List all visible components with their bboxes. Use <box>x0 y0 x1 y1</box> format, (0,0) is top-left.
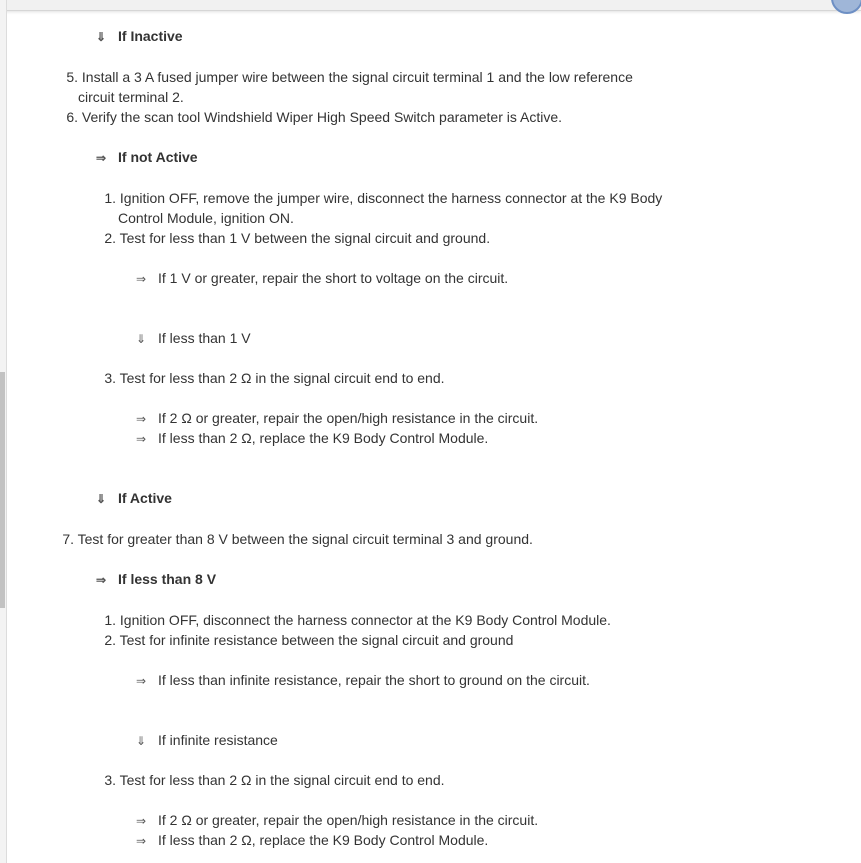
step-5: 5. Install a 3 A fused jumper wire between the signal circuit terminal 1 and the low reference <box>66 69 633 85</box>
step-7: 7. Test for greater than 8 V between the signal circuit terminal 3 and ground. <box>62 531 533 547</box>
substep-1-continued: Control Module, ignition ON. <box>118 210 294 226</box>
right-arrow-icon: ⇒ <box>136 674 147 688</box>
result-if-less-than-8v: ⇒ If less than 8 V <box>96 569 216 589</box>
right-arrow-icon: ⇒ <box>136 814 147 828</box>
scrollbar-thumb[interactable] <box>0 372 5 608</box>
substep-2: 2. Test for infinite resistance between the signal circuit and ground <box>104 632 514 648</box>
substep-1: 1. Ignition OFF, remove the jumper wire, disconnect the harness connector at the K9 Body <box>104 190 663 206</box>
right-arrow-icon: ⇒ <box>136 834 147 848</box>
right-arrow-icon: ⇒ <box>136 432 147 446</box>
substep-3: 3. Test for less than 2 Ω in the signal circuit end to end. <box>104 370 445 386</box>
result-line: ⇒ If less than 2 Ω, replace the K9 Body Control Module. <box>136 830 488 850</box>
right-arrow-icon: ⇒ <box>96 151 107 165</box>
right-arrow-icon: ⇒ <box>96 573 107 587</box>
step-6: 6. Verify the scan tool Windshield Wiper High Speed Switch parameter is Active. <box>66 109 562 125</box>
right-arrow-icon: ⇒ <box>136 272 147 286</box>
result-if-not-active: ⇒ If not Active <box>96 147 198 167</box>
result-line: ⇒ If 1 V or greater, repair the short to voltage on the circuit. <box>136 268 508 288</box>
result-line: ⇒ If less than 2 Ω, replace the K9 Body Control Module. <box>136 428 488 448</box>
left-scrollbar[interactable] <box>0 0 7 863</box>
down-arrow-icon: ⇓ <box>96 30 107 44</box>
result-line: ⇒ If 2 Ω or greater, repair the open/high resistance in the circuit. <box>136 408 538 428</box>
right-arrow-icon: ⇒ <box>136 412 147 426</box>
down-arrow-icon: ⇓ <box>96 492 107 506</box>
result-line: ⇒ If 2 Ω or greater, repair the open/high resistance in the circuit. <box>136 810 538 830</box>
substep-1: 1. Ignition OFF, disconnect the harness connector at the K9 Body Control Module. <box>104 612 611 628</box>
result-if-inactive: ⇓ If Inactive <box>96 26 183 46</box>
down-arrow-icon: ⇓ <box>136 734 147 748</box>
down-arrow-icon: ⇓ <box>136 332 147 346</box>
substep-3: 3. Test for less than 2 Ω in the signal circuit end to end. <box>104 772 445 788</box>
result-line: ⇓ If less than 1 V <box>136 328 251 348</box>
result-line: ⇒ If less than infinite resistance, repair the short to ground on the circuit. <box>136 670 590 690</box>
avatar[interactable] <box>831 0 861 14</box>
top-bar <box>0 0 861 11</box>
result-if-active: ⇓ If Active <box>96 488 172 508</box>
substep-2: 2. Test for less than 1 V between the signal circuit and ground. <box>104 230 491 246</box>
result-line: ⇓ If infinite resistance <box>136 730 278 750</box>
step-5-continued: circuit terminal 2. <box>78 89 184 105</box>
